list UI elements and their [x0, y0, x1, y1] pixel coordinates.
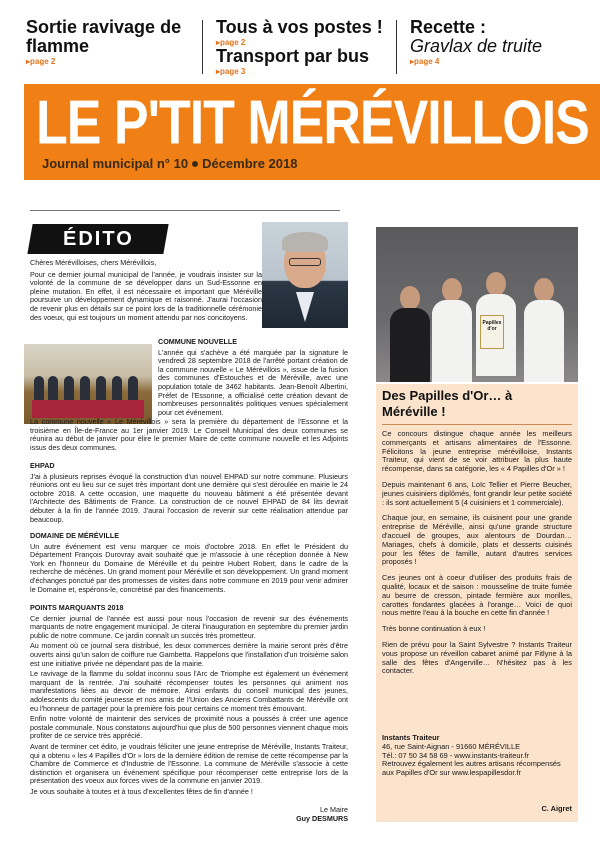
mayor-signature	[200, 806, 348, 823]
section-text: Un autre événement est venu marquer ce mois d'octobre 2018. En effet le Président du Département François Durovray avait souhaité que je m'associe à une réception donnée à New York en l'honneur du Domaine de Méréville et du peintre Hubert Robert, dans le cadre de la recherche de mécènes. Un grand moment pour Méréville et son développement. Un grand moment d'échanges ponctué par des promesses de visites dans notre commune en 2019 pour venir admirer le Domaine et, espérons-le, concrétisé par des financements.	[30, 541, 348, 594]
chef-body	[524, 300, 564, 382]
masthead-banner	[24, 84, 600, 180]
article-paragraph: Ces jeunes ont à coeur d'utiliser des produits frais de qualité, locaux et de saison : mousseline de truite fumée au beurre de cresson, pintade fermière aux morilles, carottes fondantes glacées à l'orange… Voici de quoi nous mettre l'eau à la bouche en cette fin d'année !	[382, 573, 572, 618]
article-paragraph: Chaque jour, en semaine, ils cuisinent pour une grande entreprise de Méréville, ainsi qu'une grande structure d'accueil de groupes, aux alentours de Dourdan… Mariages, chefs à domicile, plats et desserts cuisinés pour les fêtes de famille, autant d'autres services proposés !	[382, 513, 572, 567]
chef-figure	[524, 278, 564, 382]
edito-intro	[30, 259, 262, 322]
mayor-portrait	[262, 222, 348, 328]
article-paragraph: Très bonne continuation à eux !	[382, 624, 486, 634]
section-text: La commune nouvelle « Le Mérévillois » sera la première du département de l'Essonne et la troisième en Île-de-France au 1er janvier 2019. Le Conseil Municipal des deux communes se réunira au début de janvier pour élire le premier Maire de cette commune nouvelle et les Adjoints issus des deux communes.	[30, 417, 348, 452]
contact-block	[382, 734, 572, 778]
section-commune-nouvelle-cont	[30, 418, 348, 456]
teaser-2[interactable]	[216, 18, 383, 76]
edito-greeting: Chères Mérévilloises, chers Mérévillois,	[30, 258, 157, 267]
chef-head	[400, 286, 420, 310]
teaser-2-title: Tous à vos postes !	[216, 17, 383, 37]
section-paragraph: Je vous souhaite à toutes et à tous d'excellentes fêtes de fin d'année !	[30, 786, 253, 796]
chef-body	[432, 300, 472, 382]
section-title: EHPAD	[30, 461, 55, 470]
section-text: L'année qui s'achève a été marquée par la signature le vendredi 28 septembre 2018 de l'arrêté portant création de la commune nouvelle « Le Mérévillois », issue de la fusion des communes d'Estouches et de Méréville, avec une population totale de 3462 habitants. Jean-Benoît Albertini, Préfet de l'Essonne, a officialisé cette création devant de nombreuses personnalités politiques venues spécialement pour cet événement.	[158, 347, 348, 417]
section-paragraph: Enfin notre volonté de maintenir des services de proximité nous a poussés à créer une agence postale communale. Nous constatons aujourd'hui que plus de 500 personnes viennent chaque mois profiter de ce service très apprécié.	[30, 714, 348, 741]
teaser-1-page: ▸ page 2	[26, 57, 196, 66]
sign-name: Guy DESMURS	[296, 813, 348, 823]
section-ehpad	[30, 462, 348, 528]
chef-head	[486, 272, 506, 296]
divider	[396, 20, 397, 74]
award-plaque-text: Papilles d'or	[482, 320, 502, 332]
masthead-title: LE P'TIT MÉRÉVILLOIS	[36, 88, 589, 158]
portrait-glasses	[289, 258, 321, 266]
chef-figure	[390, 286, 430, 382]
papilles-article	[376, 384, 578, 822]
teaser-strip	[0, 0, 600, 78]
edito-label	[27, 224, 168, 254]
divider	[382, 424, 572, 425]
divider	[202, 20, 203, 74]
photo-person	[48, 376, 58, 402]
teaser-3-title: Recette :	[410, 17, 487, 37]
sign-role: Le Maire	[320, 805, 348, 814]
signing-ceremony-photo	[24, 344, 152, 424]
article-heading: Des Papilles d'Or… à Méréville !	[382, 388, 513, 419]
portrait-hair-top	[282, 232, 328, 252]
photo-table	[32, 400, 144, 418]
chef-head	[442, 278, 462, 302]
photo-person	[112, 376, 122, 402]
photo-person	[80, 376, 90, 402]
section-domaine	[30, 532, 348, 598]
chefs-photo	[376, 227, 578, 382]
award-plaque	[480, 315, 504, 349]
section-paragraph: Ce dernier journal de l'année est aussi pour nous l'occasion de revenir sur des événements marquants de notre engagement municipal. Je citerai l'inauguration en septembre du premier jardin public de notre commune. Ce jardin connaît un succès très prometteur.	[30, 613, 348, 640]
section-points-marquants	[30, 604, 348, 800]
edito-intro-text: Pour ce dernier journal municipal de l'année, je voudrais insister sur la volonté de la commune de se développer dans un Sud-Essonne en pleine mutation. En effet, il est nécessaire et important que Méréville poursuive un développement dynamique et raisonné. J'aurai l'occasion de revenir plus en détails sur ce point lors de la traditionnelle cérémonie des voeux, qui est toujours un moment attendu par nos concitoyens.	[30, 269, 262, 322]
article-paragraph: Depuis maintenant 6 ans, Loïc Tellier et Pierre Beucher, jeunes cuisiniers diplômés, font grandir leur petite société : ils sont actuellement 5 (4 cuisiniers et 1 commerciale).	[382, 479, 572, 507]
chef-figure	[432, 278, 472, 382]
section-paragraph: Avant de terminer cet édito, je voudrais féliciter une jeune entreprise de Méréville, Instants Traiteur, qui a obtenu « les 4 Papilles d'Or » lors de la dernière édition de remise de cette récompense par la Chambre de Commerce et d'Industrie de l'Essonne. La commune de Méréville s'associe à cette distinction et organisera un événement spécifique pour récompenser cette entreprise lors de la présentation des voeux aux forces vives de la commune en janvier 2019.	[30, 741, 348, 786]
teaser-3-page: ▸ page 4	[410, 57, 542, 66]
section-title: COMMUNE NOUVELLE	[158, 337, 238, 346]
article-paragraph: Rien de prévu pour la Saint Sylvestre ? Instants Traiteur vous propose un réveillon cabaret animé par Fitlyne à la salle des fêtes d'Angerville… N'hésitez pas à les contacter.	[382, 639, 572, 676]
teaser-3-subtitle: Gravlax de truite	[410, 36, 543, 56]
photo-person	[34, 376, 44, 402]
section-commune-nouvelle	[158, 338, 348, 421]
section-paragraph: Le ravivage de la flamme du soldat inconnu sous l'Arc de Triomphe est également un événement marquant de la rentrée. J'ai souhaité récompenser toutes les personnes qui animent nos manifestations liées au devoir de mémoire. Ainsi enfants du conseil municipal des jeunes, adolescents du comité jeunesse et nos amis de l'Union des Anciens Combattants de Méréville ont eu l'honneur de partager pour la première fois pour certains ce moment très émouvant.	[30, 669, 348, 713]
divider	[30, 210, 340, 211]
photo-person	[96, 376, 106, 402]
article-body	[382, 430, 572, 683]
edito-label-text: ÉDITO	[62, 228, 134, 250]
teaser-1[interactable]	[26, 18, 196, 66]
bullet-icon	[192, 161, 198, 167]
article-paragraph: Ce concours distingue chaque année les meilleurs commerçants et artisans alimentaires de l'Essonne. Félicitons la jeune entreprise mérévilloise, Instants Traiteur, qui vient de se voir attribuer la plus haute récompense, dans sa catégorie, les « 4 Papilles d'Or » !	[382, 429, 572, 474]
photo-person	[64, 376, 74, 402]
article-signature: C. Aigret	[541, 804, 572, 813]
teaser-1-title: Sortie ravivage de flamme	[26, 17, 182, 56]
issue-line	[42, 156, 297, 171]
section-paragraph: Au moment où ce journal sera distribué, les deux commerces derrière la mairie seront près d'être ouverts ainsi qu'un salon de coiffure rue Gambetta. Rappelons que l'installation d'un troisième salon est une initiative privée ne dépendant pas de la mairie.	[30, 641, 348, 668]
teaser-3[interactable]	[410, 18, 542, 66]
contact-note[interactable]: Retrouvez également les autres artisans récompensés aux Papilles d'Or sur www.lespapillesdor.fr	[382, 759, 561, 778]
section-title: POINTS MARQUANTS 2018	[30, 603, 124, 612]
issue-number: Journal municipal n° 10	[42, 156, 189, 171]
contact-phone[interactable]: Tél.: 07 50 34 58 69 - www.instants-traiteur.fr	[382, 750, 530, 760]
contact-name: Instants Traiteur	[382, 733, 440, 742]
contact-address: 46, rue Saint-Aignan - 91660 MÉRÉVILLE	[382, 741, 521, 751]
photo-person	[128, 376, 138, 402]
section-text: J'ai à plusieurs reprises évoqué la construction d'un nouvel EHPAD sur notre commune. Plusieurs réunions ont eu lieu sur ce sujet très important dont une dernière qui s'est déroulée en mairie le 24 octobre 2018. A cette occasion, une maquette du nouveau bâtiment a été présentée devant l'Architecte des Bâtiments de France. La construction de ce nouvel EHPAD de 84 lits devrait débuter à la fin de l'année 2019. J'aurai l'occasion de revenir sur cette réalisation attendue par beaucoup.	[30, 471, 348, 524]
chef-body	[390, 308, 430, 382]
chef-head	[534, 278, 554, 302]
teaser-2b-title: Transport par bus	[216, 46, 370, 66]
section-title: DOMAINE DE MÉRÉVILLE	[30, 531, 120, 540]
portrait-collar	[296, 292, 314, 322]
teaser-2b-page: ▸ page 3	[216, 67, 383, 76]
issue-date: Décembre 2018	[202, 156, 298, 171]
teaser-2-page: ▸ page 2	[216, 38, 383, 47]
